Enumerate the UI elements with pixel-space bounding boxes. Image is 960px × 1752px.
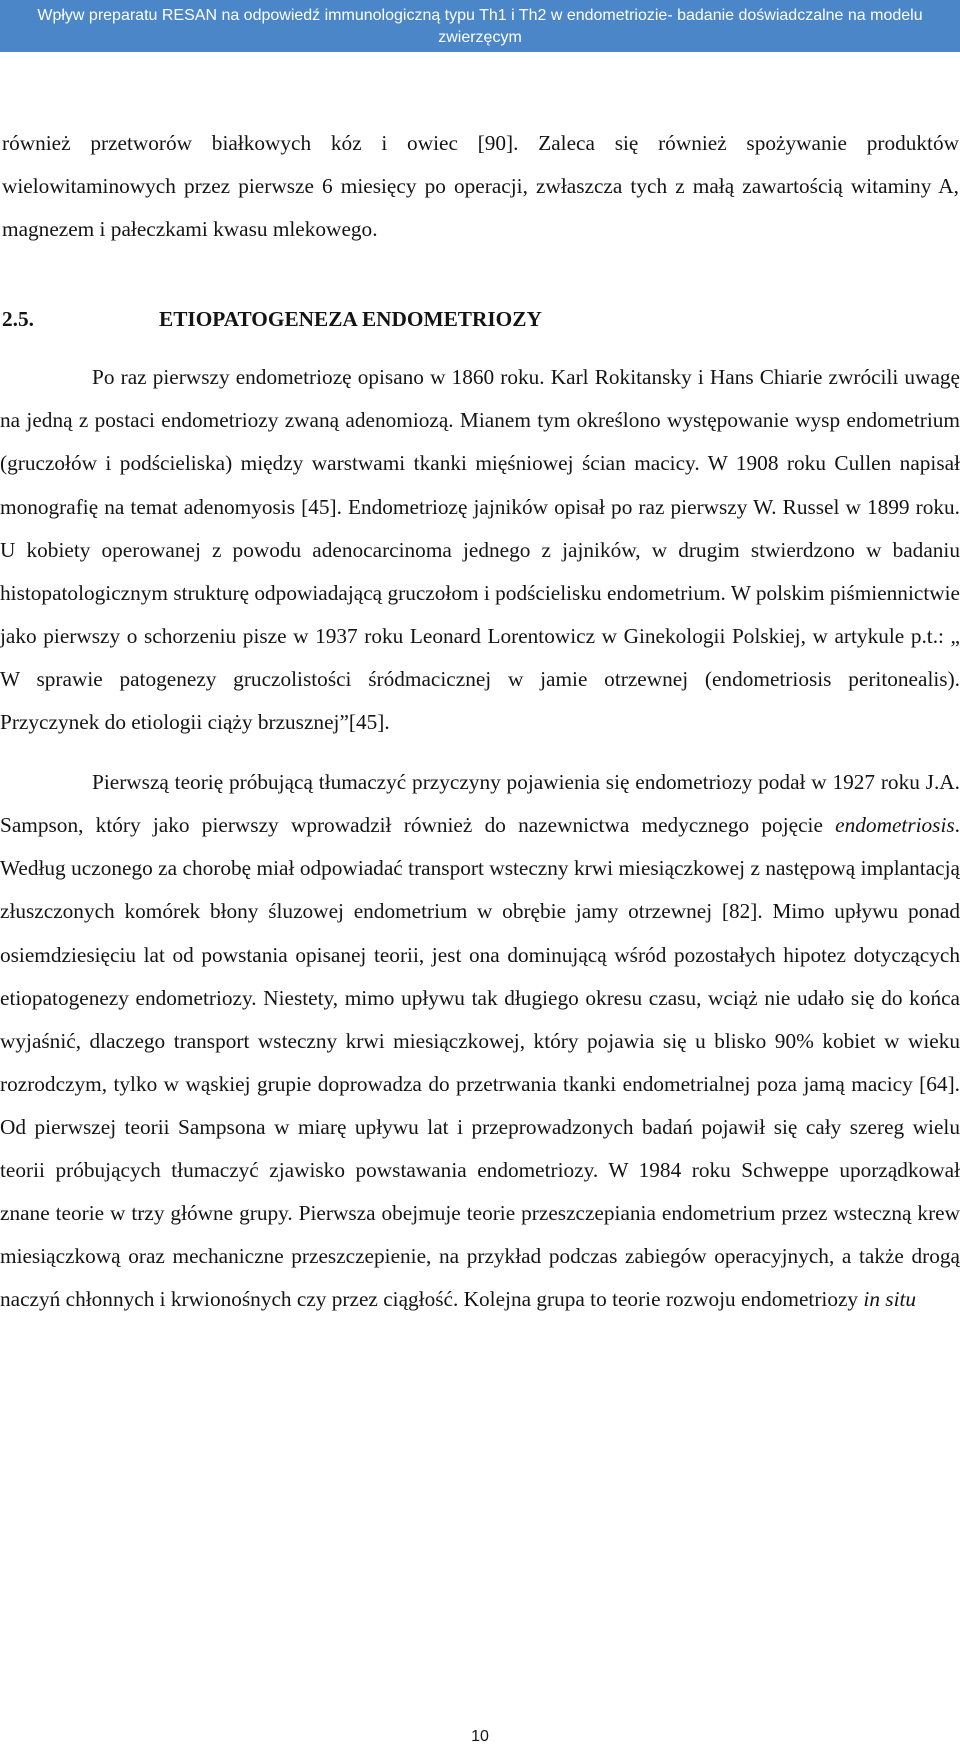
- section-heading: [0, 298, 960, 341]
- paragraph-continuation: również przetworów białkowych kóz i owiec [90]. Zaleca się również spożywanie produktów wielowitaminowych przez pierwsze 6 miesięcy po operacji, zwłaszcza tych z małą zawartością witaminy A, magnezem i pałeczkami kwasu mlekowego.: [2, 131, 959, 242]
- section-number: 2.5.: [2, 307, 34, 332]
- italic-term: in situ: [863, 1287, 917, 1312]
- running-header: [0, 0, 960, 52]
- paragraph-text: Pierwszą teorię próbującą tłumaczyć przyczyny pojawienia się endometriozy podał w 1927 roku J.A. Sampson, który jako pierwszy wprowadził również do nazewnictwa medycznego pojęcie: [0, 770, 960, 838]
- running-header-line-2: zwierzęcym: [438, 29, 522, 46]
- paragraph-history: Po raz pierwszy endometriozę opisano w 1860 roku. Karl Rokitansky i Hans Chiarie zwrócili uwagę na jedną z postaci endometriozy zwaną adenomiozą. Mianem tym określono występowanie wysp endometrium (gruczołów i podścieliska) między warstwami tkanki mięśniowej ścian macicy. W 1908 roku Cullen napisał monografię na temat adenomyosis [45]. Endometriozę jajników opisał po raz pierwszy W. Russel w 1899 roku. U kobiety operowanej z powodu adenocarcinoma jednego z jajników, w drugim stwierdzono w badaniu histopatologicznym strukturę odpowiadającą gruczołom i podścielisku endometrium. W polskim piśmiennictwie jako pierwszy o schorzeniu pisze w 1937 roku Leonard Lorentowicz w Ginekologii Polskiej, w artykule p.t.: „ W sprawie patogenezy gruczolistości śródmacicznej w jamie otrzewnej (endometriosis peritonealis). Przyczynek do etiologii ciąży brzusznej”[45].: [0, 365, 960, 735]
- page-body: [0, 122, 960, 1321]
- paragraph-text: . Według uczonego za chorobę miał odpowiadać transport wsteczny krwi miesiączkowej z następową implantacją złuszczonych komórek błony śluzowej endometrium w obrębie jamy otrzewnej [82]. Mimo upływu ponad osiemdziesięciu lat od powstania opisanej teorii, jest ona dominującą wśród pozostałych hipotez dotyczących etiopatogenezy endometriozy. Niestety, mimo upływu tak długiego okresu czasu, wciąż nie udało się do końca wyjaśnić, dlaczego transport wsteczny krwi miesiączkowej, który pojawia się u blisko 90% kobiet w wieku rozrodczym, tylko w wąskiej grupie doprowadza do przetrwania tkanki endometrialnej poza jamą macicy [64]. Od pierwszej teorii Sampsona w miarę upływu lat i przeprowadzonych badań pojawił się cały szereg wielu teorii próbujących tłumaczyć zjawisko powstawania endometriozy. W 1984 roku Schweppe uporządkował znane teorie w trzy główne grupy. Pierwsza obejmuje teorie przeszczepiania endometrium przez wsteczną krew miesiączkową oraz mechaniczne przeszczepienie, na przykład podczas zabiegów operacyjnych, a także drogą naczyń chłonnych i krwionośnych czy przez ciągłość. Kolejna grupa to teorie rozwoju endometriozy: [0, 813, 960, 1312]
- paragraph-sampson-theory: [0, 761, 960, 1321]
- italic-term: endometriosis: [835, 813, 955, 838]
- page-number: 10: [471, 1728, 489, 1745]
- running-header-line-1: Wpływ preparatu RESAN na odpowiedź immunologiczną typu Th1 i Th2 w endometriozie- badanie doświadczalne na modelu: [37, 7, 923, 24]
- section-title: ETIOPATOGENEZA ENDOMETRIOZY: [159, 307, 542, 332]
